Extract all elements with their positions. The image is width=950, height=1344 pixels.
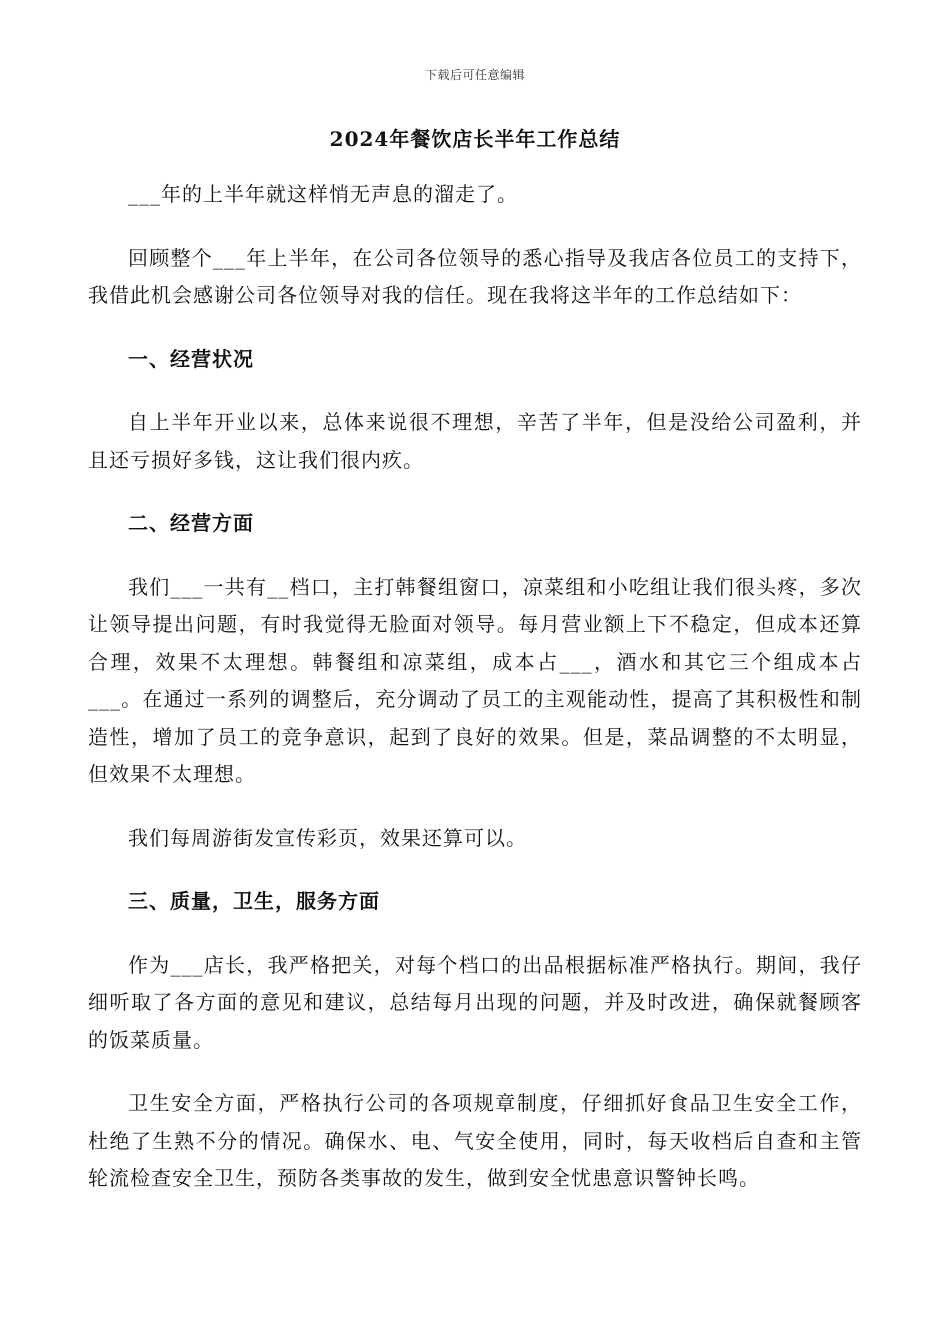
paragraph-hygiene-safety: 卫生安全方面，严格执行公司的各项规章制度，仔细抓好食品卫生安全工作，杜绝了生熟不分的情况。确保水、电、气安全使用，同时，每天收档后自查和主管轮流检查安全卫生，预防各类事故的发生，做到安全忧患意识警钟长鸣。 — [88, 1091, 862, 1190]
paragraph-intro: ___年的上半年就这样悄无声息的溜走了。 — [128, 182, 518, 206]
paragraph-operations-status: 自上半年开业以来，总体来说很不理想，辛苦了半年，但是没给公司盈利，并且还亏损好多钱，这让我们很内疚。 — [88, 410, 862, 472]
document-title: 2024年餐饮店长半年工作总结 — [329, 127, 621, 151]
paragraph-promotion: 我们每周游街发宣传彩页，效果还算可以。 — [128, 825, 527, 850]
document-body — [88, 176, 862, 1224]
paragraph-operations-aspects: 我们___一共有__档口，主打韩餐组窗口，凉菜组和小吃组让我们很头疼，多次让领导提出问题，有时我觉得无脸面对领导。每月营业额上下不稳定，但成本还算合理，效果不太理想。韩餐组和凉菜组，成本占___，酒水和其它三个组成本占___。在通过一系列的调整后，充分调动了员工的主观能动性，提高了其积极性和制造性，增加了员工的竞争意识，起到了良好的效果。但是，菜品调整的不太明显，但效果不太理想。 — [88, 574, 862, 786]
header-note: 下载后可任意编辑 — [424, 68, 525, 82]
section-heading-operations-aspects: 二、经营方面 — [128, 511, 254, 535]
paragraph-quality: 作为___店长，我严格把关，对每个档口的出品根据标准严格执行。期间，我仔细听取了各方面的意见和建议，总结每月出现的问题，并及时改进，确保就餐顾客的饭菜质量。 — [88, 952, 862, 1052]
paragraph-review: 回顾整个___年上半年，在公司各位领导的悉心指导及我店各位员工的支持下，我借此机会感谢公司各位领导对我的信任。现在我将这半年的工作总结如下： — [88, 245, 862, 307]
section-heading-operations-status: 一、经营状况 — [128, 346, 254, 371]
section-heading-quality-hygiene-service: 三、质量，卫生，服务方面 — [128, 889, 380, 913]
